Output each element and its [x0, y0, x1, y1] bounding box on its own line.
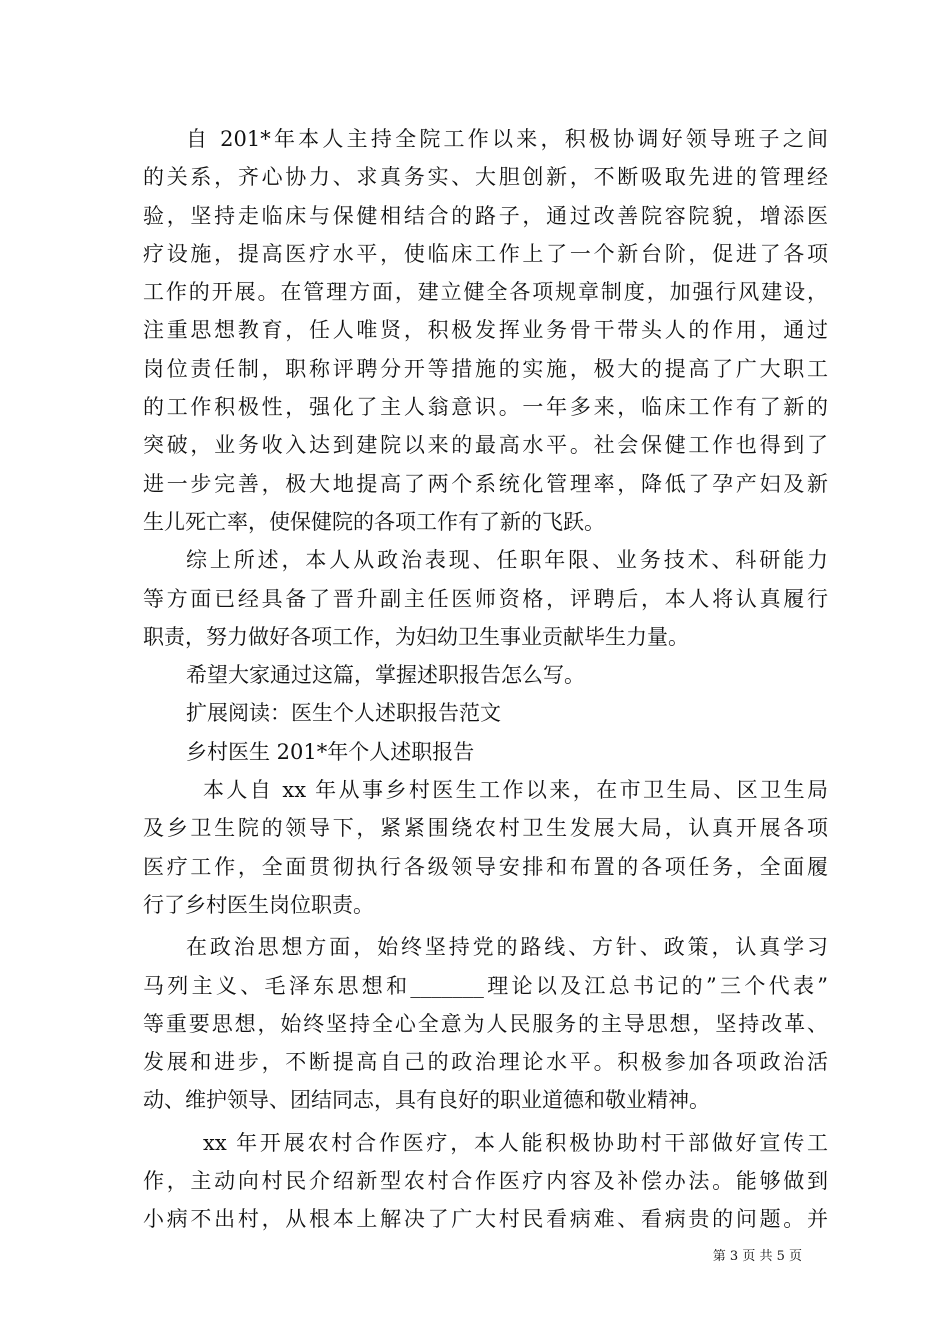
page-number-footer: 第 3 页 共 5 页	[712, 1249, 802, 1264]
paragraph-line: 职责，努力做好各项工作，为妇幼卫生事业贡献毕生力量。	[143, 624, 689, 649]
paragraph-line: 医疗工作，全面贯彻执行各级领导安排和布置的各项任务，全面履	[143, 854, 828, 879]
paragraph-line: 作，主动向村民介绍新型农村合作医疗内容及补偿办法。能够做到	[143, 1169, 828, 1194]
paragraph-line: 综上所述，本人从政治表现、任职年限、业务技术、科研能力	[186, 548, 828, 573]
paragraph-line: 及乡卫生院的领导下，紧紧围绕农村卫生发展大局，认真开展各项	[143, 816, 828, 841]
paragraph-line: 工作的开展。在管理方面，建立健全各项规章制度，加强行风建设，	[143, 280, 828, 305]
paragraph-line: 注重思想教育，任人唯贤，积极发挥业务骨干带头人的作用，通过	[143, 318, 828, 343]
paragraph-line: 本人自 xx 年从事乡村医生工作以来，在市卫生局、区卫生局	[203, 778, 828, 803]
paragraph-line: 的关系，齐心协力、求真务实、大胆创新，不断吸取先进的管理经	[143, 165, 828, 190]
paragraph-line: 疗设施，提高医疗水平，使临床工作上了一个新台阶，促进了各项	[143, 241, 828, 266]
paragraph-line: xx 年开展农村合作医疗，本人能积极协助村干部做好宣传工	[203, 1130, 828, 1155]
paragraph-line: 行了乡村医生岗位职责。	[143, 892, 374, 917]
paragraph-line: 生儿死亡率，使保健院的各项工作有了新的飞跃。	[143, 509, 605, 534]
paragraph-line: 发展和进步，不断提高自己的政治理论水平。积极参加各项政治活	[143, 1050, 828, 1075]
paragraph-line: 验，坚持走临床与保健相结合的路子，通过改善院容院貌，增添医	[143, 203, 828, 228]
paragraph-line: 小病不出村，从根本上解决了广大村民看病难、看病贵的问题。并	[143, 1207, 828, 1232]
paragraph-line: 岗位责任制，职称评聘分开等措施的实施，极大的提高了广大职工	[143, 356, 828, 381]
document-body	[143, 120, 828, 1239]
paragraph-line: 动、维护领导、团结同志，具有良好的职业道德和敬业精神。	[143, 1088, 710, 1113]
closing-sentence: 希望大家通过这篇，掌握述职报告怎么写。	[186, 663, 585, 688]
paragraph-line: 进一步完善，极大地提高了两个系统化管理率，降低了孕产妇及新	[143, 471, 828, 496]
paragraph-line: 的工作积极性，强化了主人翁意识。一年多来，临床工作有了新的	[143, 395, 828, 420]
report-title: 乡村医生 201*年个人述职报告	[186, 739, 475, 764]
extended-reading-heading: 扩展阅读：医生个人述职报告范文	[186, 701, 501, 726]
paragraph-line: 自 201*年本人主持全院工作以来，积极协调好领导班子之间	[186, 127, 828, 151]
paragraph-line: 马列主义、毛泽东思想和_______理论以及江总书记的”三个代表”	[143, 973, 828, 998]
paragraph-line: 等方面已经具备了晋升副主任医师资格，评聘后，本人将认真履行	[143, 586, 828, 611]
paragraph-line: 突破，业务收入达到建院以来的最高水平。社会保健工作也得到了	[143, 433, 828, 458]
paragraph-line: 在政治思想方面，始终坚持党的路线、方针、政策，认真学习	[186, 935, 828, 960]
paragraph-line: 等重要思想，始终坚持全心全意为人民服务的主导思想，坚持改革、	[143, 1011, 828, 1036]
